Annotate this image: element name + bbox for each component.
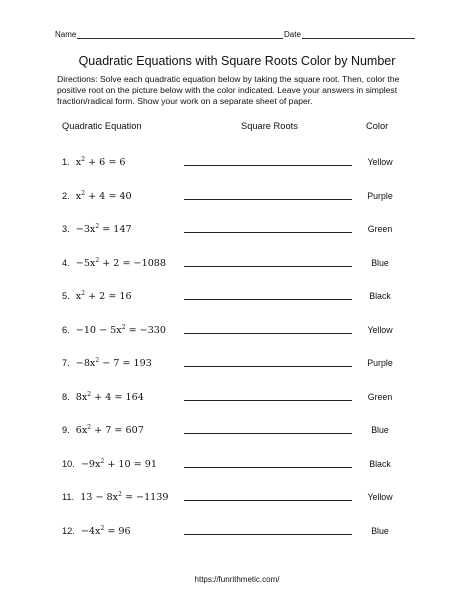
problem-equation [62,224,132,235]
equation-left: x [75,291,82,302]
equation-exponent: 2 [95,357,100,364]
answer-line[interactable] [184,366,352,367]
equation-left: −10 − 5x [75,324,122,336]
date-field[interactable] [302,38,415,39]
color-label: Green [367,391,393,402]
problem-number: 12. [62,525,75,536]
equation-left: −4x [80,525,101,537]
answer-line[interactable] [184,467,352,468]
problem-row [0,526,474,546]
equation-exponent: 2 [81,290,86,297]
equation-exponent: 2 [100,524,105,532]
answer-line[interactable] [184,165,352,166]
answer-line[interactable] [184,433,352,434]
color-label: Purple [367,190,393,201]
problem-equation [62,258,166,269]
problem-number: 8. [62,391,70,402]
problem-row [0,258,474,278]
problem-number: 5. [62,291,70,301]
problem-number: 10. [62,458,75,469]
problem-number: 6. [62,324,70,335]
problem-equation [62,358,152,369]
color-label: Black [369,291,391,301]
equation-right: + 2 = −1088 [99,257,167,269]
equation-left: −3x [75,224,96,235]
color-label: Blue [371,425,389,435]
problem-row [0,459,474,479]
color-label: Yellow [367,157,393,167]
color-label: Blue [371,257,389,268]
color-label: Green [367,224,393,234]
equation-right: + 2 = 16 [85,291,132,302]
equation-exponent: 2 [118,491,122,498]
equation-left: −9x [80,458,101,470]
equation-right: = −1139 [121,492,169,503]
problem-number: 1. [62,157,70,167]
problem-equation [62,425,144,436]
problem-number: 11. [62,492,75,502]
problem-equation [62,157,126,168]
directions-body: : Solve each quadratic equation below by taking the square root. Then, color the positive root on the picture below with the color indicated. Leave your answers in simplest fraction/radical form. Show your work on a separate sheet of paper. [57,74,400,106]
equation-right: − 7 = 193 [99,358,152,369]
answer-line[interactable] [184,199,352,200]
name-label: Name [55,30,77,39]
problem-row [0,425,474,445]
equation-left: 6x [75,425,88,436]
answer-line[interactable] [184,232,352,233]
problem-row [0,325,474,345]
problem-row [0,392,474,412]
problem-equation [62,526,131,537]
name-field[interactable] [77,38,283,39]
equation-exponent: 2 [100,457,105,465]
directions-label: Directions [57,74,96,84]
problem-equation [62,191,132,202]
answer-line[interactable] [184,400,352,401]
equation-right: = −330 [125,324,167,336]
problem-equation [62,459,157,470]
answer-line[interactable] [184,333,352,334]
answer-line[interactable] [184,534,352,535]
footer-url: https://funrithmetic.com/ [194,575,280,584]
directions-text [57,74,402,107]
page-title: Quadratic Equations with Square Roots Color by Number [78,54,396,68]
problem-equation [62,291,132,302]
equation-exponent: 2 [95,223,100,230]
equation-exponent: 2 [81,189,86,197]
equation-left: x [75,157,82,168]
problem-number: 2. [62,190,70,201]
color-label: Blue [371,525,389,536]
date-label: Date [284,30,301,39]
color-label: Black [369,458,391,469]
equation-right: + 4 = 40 [85,190,132,202]
problem-row [0,191,474,211]
equation-exponent: 2 [121,323,126,331]
equation-left: −8x [75,358,96,369]
equation-exponent: 2 [95,256,100,264]
problem-row [0,291,474,311]
problem-row [0,157,474,177]
problem-row [0,224,474,244]
equation-right: = 96 [104,525,131,537]
equation-left: −5x [75,257,96,269]
equation-right: + 4 = 164 [91,391,144,403]
column-header-roots: Square Roots [241,121,298,131]
problem-equation [62,392,144,403]
equation-right: + 10 = 91 [104,458,157,470]
answer-line[interactable] [184,299,352,300]
equation-left: x [75,190,82,202]
color-label: Purple [367,358,393,368]
answer-line[interactable] [184,266,352,267]
problem-number: 7. [62,358,70,368]
equation-right: + 6 = 6 [85,157,126,168]
color-label: Yellow [367,324,393,335]
equation-exponent: 2 [87,390,92,398]
column-header-equation: Quadratic Equation [62,121,142,131]
equation-left: 13 − 8x [80,492,119,503]
answer-line[interactable] [184,500,352,501]
problem-number: 9. [62,425,70,435]
problem-equation [62,325,166,336]
problem-row [0,358,474,378]
problem-row [0,492,474,512]
equation-right: + 7 = 607 [91,425,144,436]
problem-number: 4. [62,257,70,268]
equation-exponent: 2 [87,424,92,431]
problem-number: 3. [62,224,70,234]
column-header-color: Color [366,121,389,131]
equation-left: 8x [75,391,88,403]
problem-equation [62,492,169,503]
equation-right: = 147 [99,224,132,235]
color-label: Yellow [367,492,393,502]
equation-exponent: 2 [81,156,86,163]
name-date-row [55,28,415,42]
